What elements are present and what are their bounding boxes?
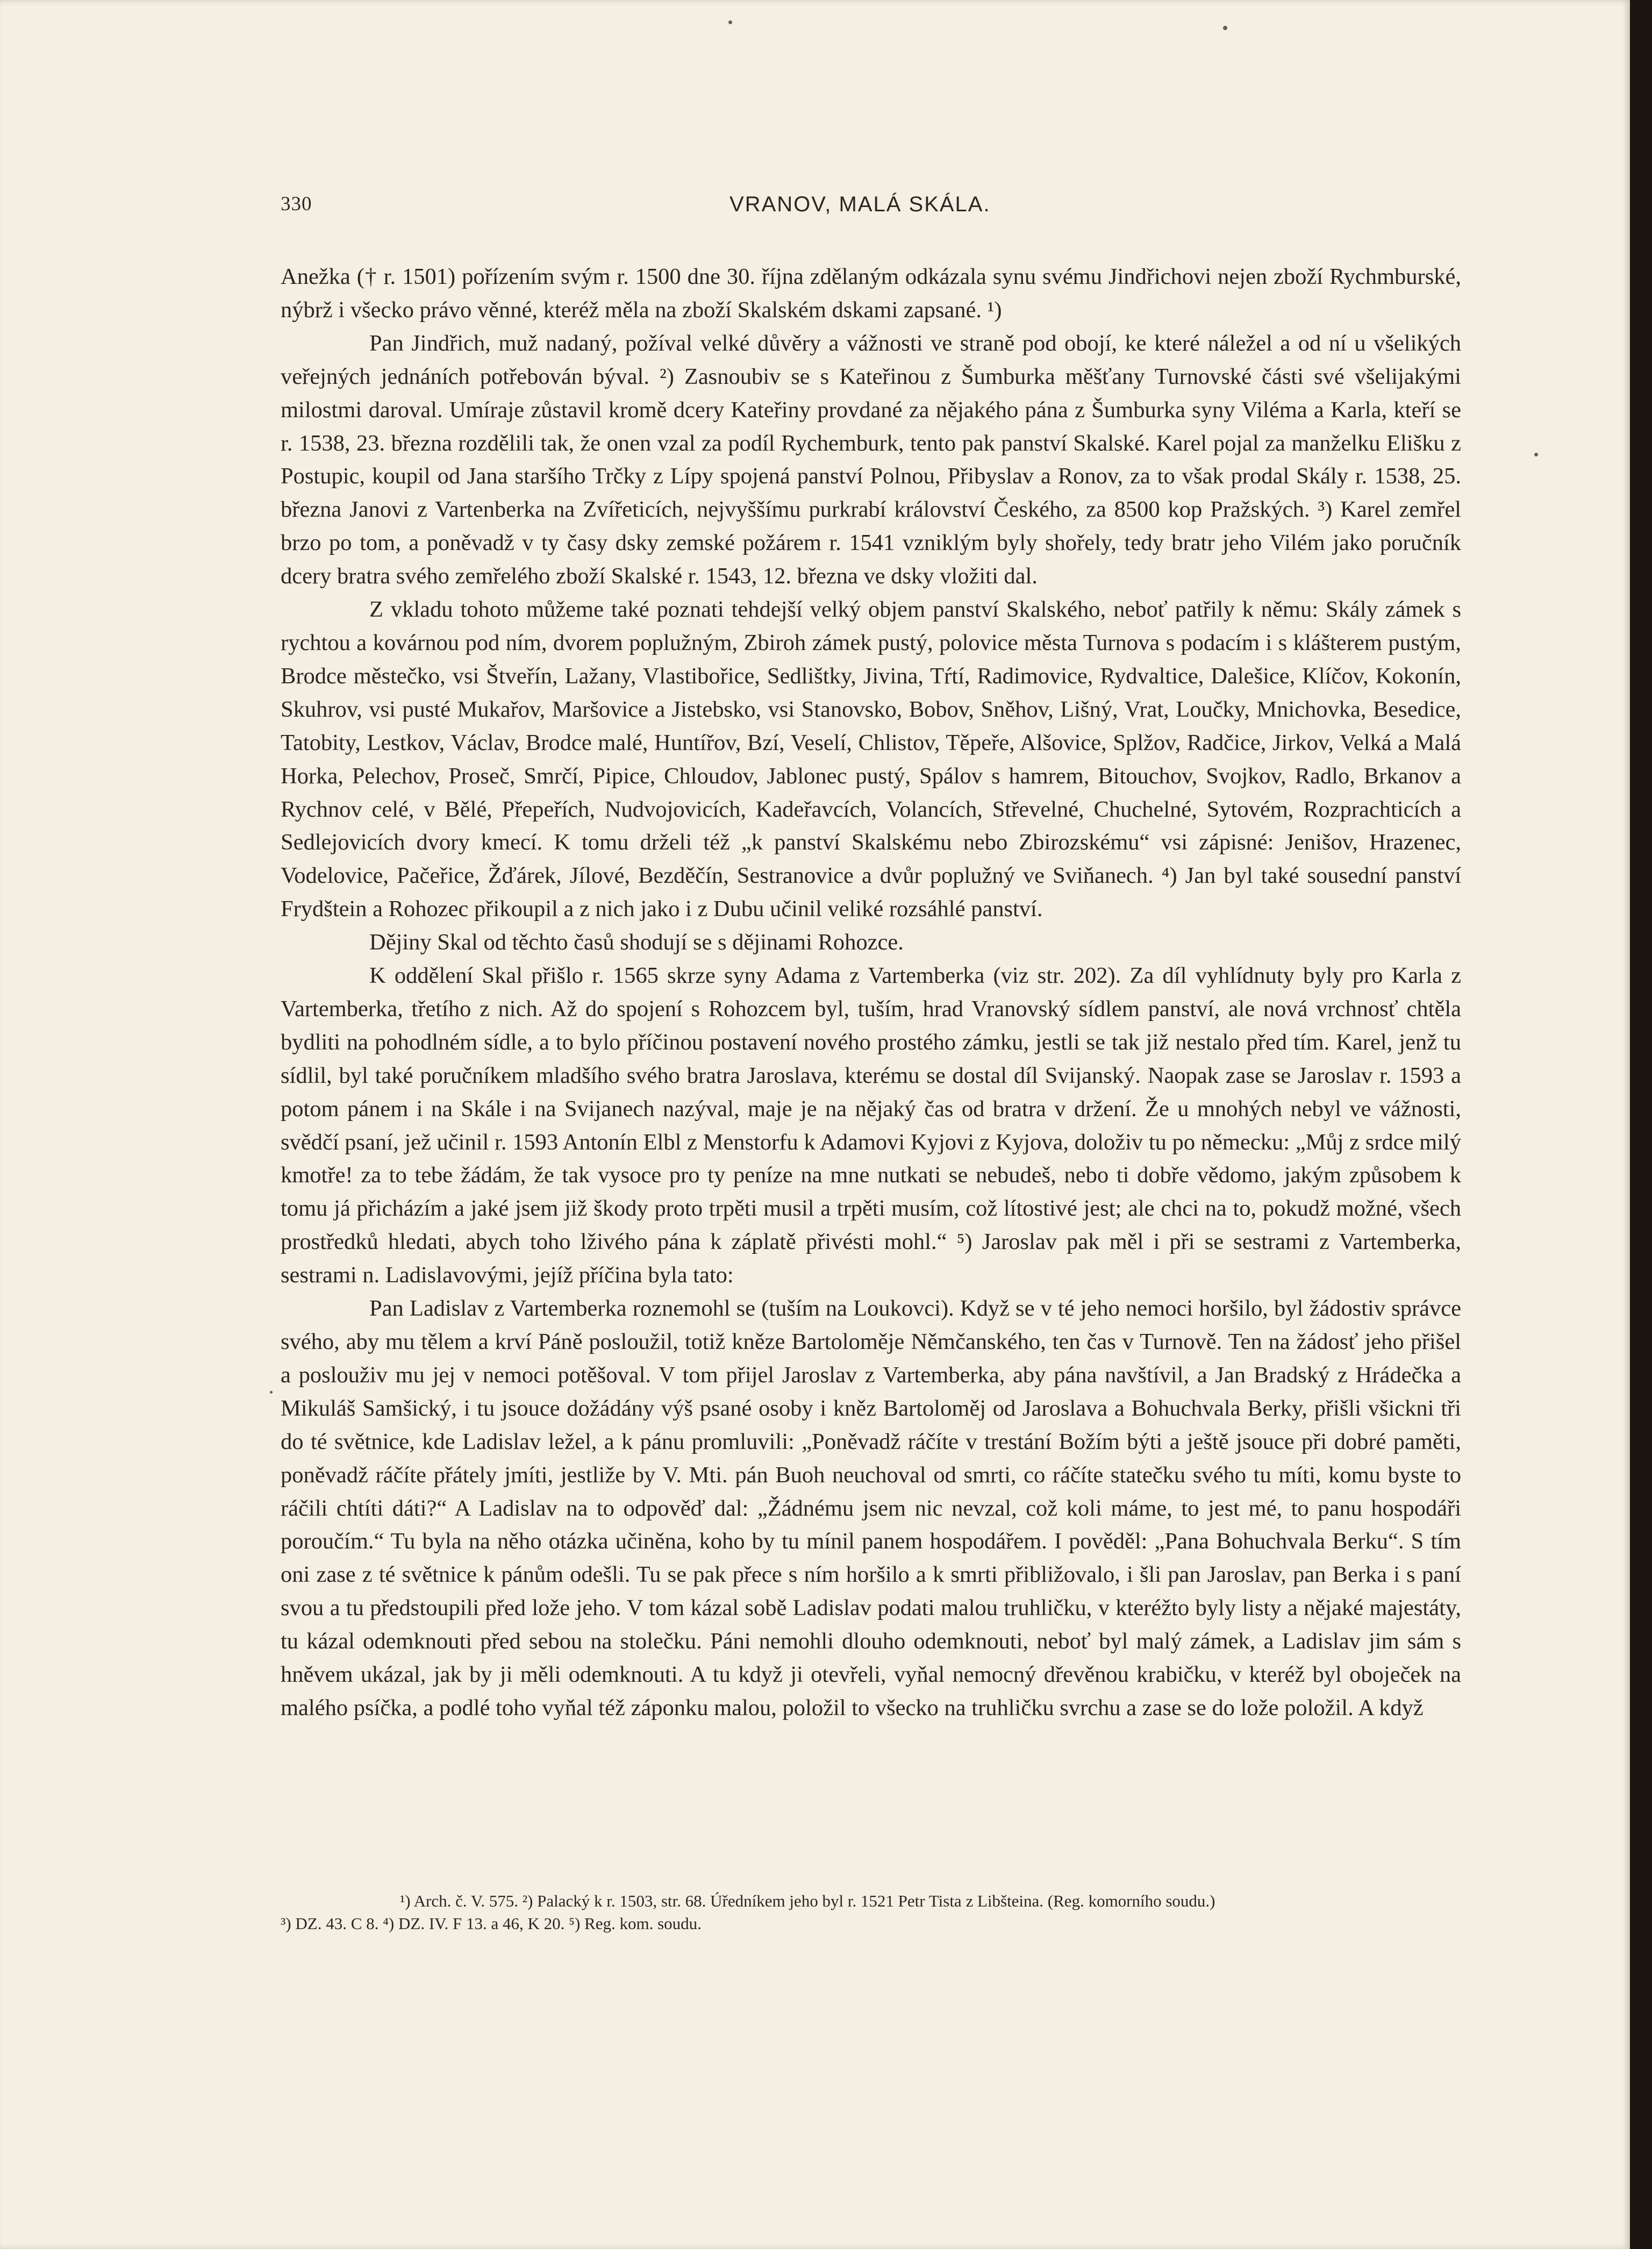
paragraph: Pan Jindřich, muž nadaný, požíval velké důvěry a vážnosti ve straně pod obojí, ke které náležel a od ní u všelikých veřejných jednáních potřebován býval. ²) Zasnoubiv se s Kateřinou z Šumburka měšťany Turnovské části své všelijakými milostmi daroval. Umíraje zůstavil kromě dcery Kateřiny provdané za nějakého pána z Šumburka syny Viléma a Karla, kteří se r. 1538, 23. března rozdělili tak, že onen vzal za podíl Rychemburk, tento pak panství Skalské. Karel pojal za manželku Elišku z Postupic, koupil od Jana staršího Trčky z Lípy spojená panství Polnou, Přibyslav a Ronov, za to však prodal Skály r. 1538, 25. března Janovi z Vartenberka na Zvířeticích, nejvyššímu purkrabí království Českého, za 8500 kop Pražských. ³) Karel zemřel brzo po tom, a poněvadž v ty časy dsky zemské požárem r. 1541 vzniklým byly shořely, tedy bratr jeho Vilém jako poručník dcery bratra svého zemřelého zboží Skalské r. 1543, 12. března ve dsky vložiti dal. bbox=[281, 330, 1461, 589]
paragraph: Z vkladu tohoto můžeme také poznati tehdejší velký objem panství Skalského, neboť patřily k němu: Skály zámek s rychtou a kovárnou pod ním, dvorem poplužným, Zbiroh zámek pustý, polovice města Turnova s podacím i s klášterem pustým, Brodce městečko, vsi Štveřín, Lažany, Vlastibořice, Sedlištky, Jivina, Tŕtí, Radimovice, Rydvaltice, Dalešice, Klíčov, Kokonín, Skuhrov, vsi pusté Mukařov, Maršovice a Jistebsko, vsi Stanovsko, Bobov, Sněhov, Lišný, Vrat, Loučky, Mnichovka, Besedice, Tatobity, Lestkov, Václav, Brodce malé, Huntířov, Bzí, Veselí, Chlistov, Těpeře, Alšovice, Splžov, Radčice, Jirkov, Velká a Malá Horka, Pelechov, Proseč, Smrčí, Pipice, Chloudov, Jablonec pustý, Spálov s hamrem, Bitouchov, Svojkov, Radlo, Brkanov a Rychnov celé, v Bělé, Přepeřích, Nudvojovicích, Kadeřavcích, Volancích, Střevelné, Chuchelné, Sytovém, Rozprachticích a Sedlejovicích dvory kmecí. K tomu drželi též „k panství Skalskému nebo Zbirozskému“ vsi zápisné: Jenišov, Hrazenec, Vodelovice, Pačeřice, Žďárek, Jílové, Bezděčín, Sestranovice a dvůr poplužný ve Sviňanech. ⁴) Jan byl také sousední panství Frydštein a Rohozec přikoupil a z nich jako i z Dubu učinil veliké rozsáhlé panství. bbox=[281, 597, 1461, 922]
paper-speck bbox=[270, 1391, 273, 1394]
body-text bbox=[281, 260, 1461, 1725]
running-title: VRANOV, MALÁ SKÁLA. bbox=[730, 192, 991, 216]
paragraph: Anežka († r. 1501) pořízením svým r. 1500 dne 30. října zdělaným odkázala synu svému Jindřichovi nejen zboží Rychmburské, nýbrž i všecko právo věnné, kteréž měla na zboží Skalském dskami zapsané. ¹) bbox=[281, 264, 1461, 323]
footnotes bbox=[281, 1890, 1461, 1935]
paper-speck bbox=[1534, 453, 1538, 456]
footnote-line: ¹) Arch. č. V. 575. ²) Palacký k r. 1503, str. 68. Úředníkem jeho byl r. 1521 Petr Tista z Libšteina. (Reg. komorního soudu.) bbox=[400, 1891, 1215, 1910]
page-header bbox=[0, 192, 1630, 225]
scan-edge bbox=[1630, 0, 1652, 2249]
paragraph: K oddělení Skal přišlo r. 1565 skrze syny Adama z Vartemberka (viz str. 202). Za díl vyhlídnuty byly pro Karla z Vartemberka, třetího z nich. Až do spojení s Rohozcem byl, tuším, hrad Vranovský sídlem panství, ale nová vrchnosť chtěla bydliti na pohodlném sídle, a to bylo příčinou postavení nového prostého zámku, jestli se tak již nestalo před tím. Karel, jenž tu sídlil, byl také poručníkem mladšího svého bratra Jaroslava, kterému se dostal díl Svijanský. Naopak zase se Jaroslav r. 1593 a potom pánem i na Skále i na Svijanech nazýval, maje je na nějaký čas od bratra v držení. Že u mnohých nebyl ve vážnosti, svědčí psaní, jež učinil r. 1593 Antonín Elbl z Menstorfu k Adamovi Kyjovi z Kyjova, doloživ tu po německu: „Můj z srdce milý kmotře! za to tebe žádám, že tak vysoce pro ty peníze na mne nutkati se nebudeš, nebo ti dobře vědomo, jakým způsobem k tomu já přicházím a jaké jsem již škody proto trpěti musil a trpěti musím, což lítostivé jest; ale chci na to, pokudž možné, všech prostředků hledati, abych toho lživého pána k záplatě přivésti mohl.“ ⁵) Jaroslav pak měl i při se sestrami z Vartemberka, sestrami n. Ladislavovými, jejíž příčina byla tato: bbox=[281, 963, 1461, 1288]
paragraph: Dějiny Skal od těchto časů shodují se s dějinami Rohozce. bbox=[369, 930, 904, 955]
paper-speck bbox=[728, 20, 732, 24]
paragraph: Pan Ladislav z Vartemberka roznemohl se (tuším na Loukovci). Když se v té jeho nemoci horšilo, byl žádostiv správce svého, aby mu tělem a krví Páně posloužil, totiž kněze Bartoloměje Němčanského, ten čas v Turnově. Ten na žádosť jeho přišel a poslouživ mu jej v nemoci potěšoval. V tom přijel Jaroslav z Vartemberka, aby pána navštívil, a Jan Bradský z Hrádečka a Mikuláš Samšický, i tu jsouce dožádány výš psané osoby i kněz Bartoloměj od Jaroslava a Bohuchvala Berky, přišli všickni tři do té světnice, kde Ladislav ležel, a k pánu promluvili: „Poněvadž ráčíte v trestání Božím býti a ještě jsouce při dobré paměti, poněvadž ráčíte přátely jmíti, jestliže by V. Mti. pán Buoh neuchoval od smrti, co ráčíte statečku svého tu míti, komu byste to ráčili chtíti dáti?“ A Ladislav na to odpověď dal: „Žádnému jsem nic nevzal, což koli máme, to jest mé, to panu hospodáři poroučím.“ Tu byla na něho otázka učiněna, koho by tu mínil panem hospodářem. I pověděl: „Pana Bohuchvala Berku“. S tím oni zase z té světnice k pánům odešli. Tu se pak přece s ním horšilo a k smrti přibližovalo, i šli pan Jaroslav, pan Berka i s paní svou a tu předstoupili před lože jeho. V tom kázal sobě Ladislav podati malou truhličku, v kteréžto byly listy a nějaké majestáty, tu kázal odemknouti před sebou na stolečku. Páni nemohli dlouho odemknouti, neboť byl malý zámek, a Ladislav jim sám s hněvem ukázal, jak by ji měli odemknouti. A tu když ji otevřeli, vyňal nemocný dřevěnou krabičku, v kteréž byl oboječek na malého psíčka, a podlé toho vyňal též záponku malou, položil to všecko na truhličku svrchu a zase se do lože položil. A když bbox=[281, 1296, 1461, 1720]
paper-speck bbox=[1223, 26, 1227, 30]
footnote-line: ³) DZ. 43. C 8. ⁴) DZ. IV. F 13. a 46, K 20. ⁵) Reg. kom. soudu. bbox=[281, 1914, 702, 1933]
page-number: 330 bbox=[281, 193, 312, 215]
